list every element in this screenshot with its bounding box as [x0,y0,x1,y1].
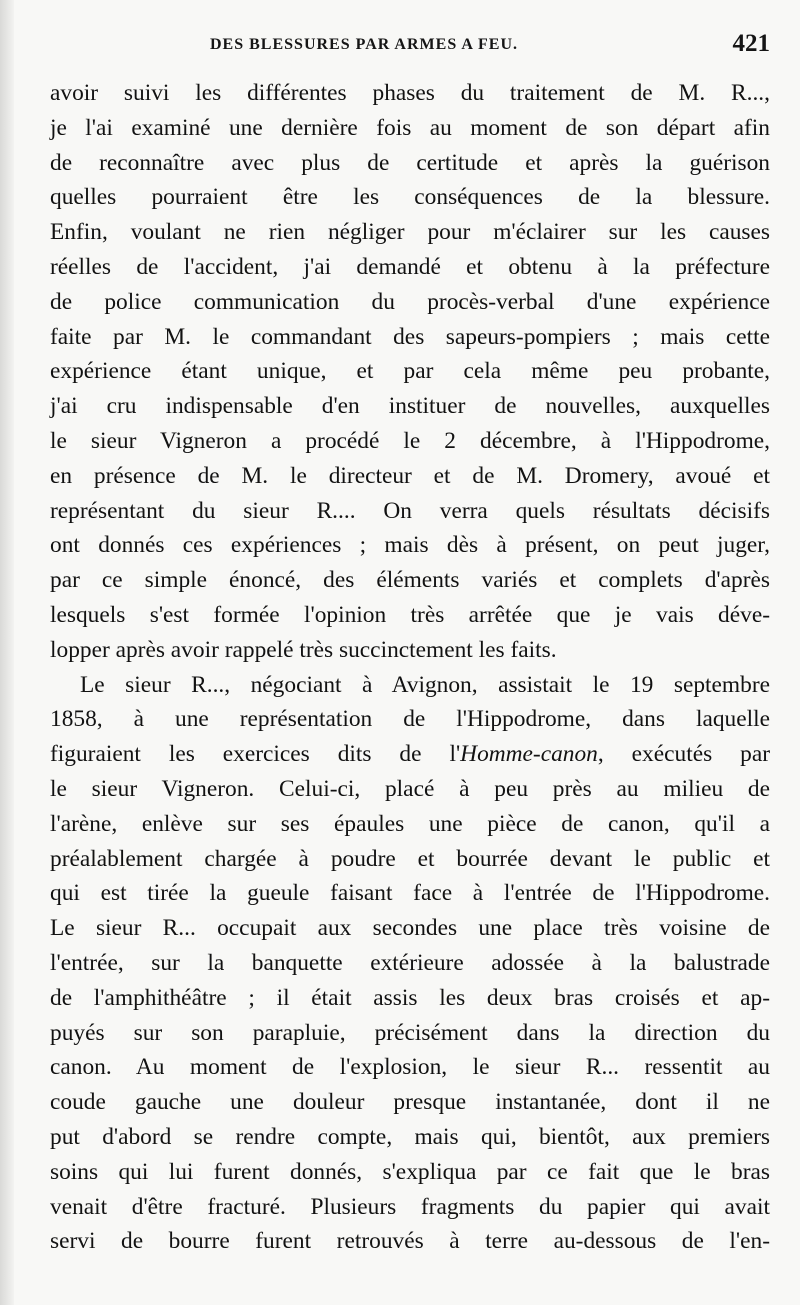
page-header [50,30,770,70]
text-line: put d'abord se rendre compte, mais qui, bientôt, aux premiers [50,1123,770,1150]
text-line: l'arène, enlève sur ses épaules une pièce de canon, qu'il a [50,810,770,837]
text-line: venait d'être fracturé. Plusieurs fragments du papier qui avait [50,1193,770,1220]
italic-term: Homme-canon [460,741,598,768]
text-line: l'entrée, sur la banquette extérieure adossée à la balustrade [50,949,770,976]
running-title: DES BLESSURES PAR ARMES A FEU. [210,36,518,53]
text-line: réelles de l'accident, j'ai demandé et obtenu à la préfecture [50,253,770,280]
text-line: avoir suivi les différentes phases du traitement de M. R..., [50,80,770,106]
text-line: soins qui lui furent donnés, s'expliqua par ce fait que le bras [50,1158,770,1185]
text-run: , exécutés par [597,741,770,768]
text-line: qui est tirée la gueule faisant face à l'entrée de l'Hippodrome. [50,880,770,907]
text-line: de police communication du procès-verbal d'une expérience [50,288,770,315]
text-line: quelles pourraient être les conséquences de la blessure. [50,184,770,211]
body-text [50,76,770,1259]
text-line: en présence de M. le directeur et de M. Dromery, avoué et [50,462,770,489]
text-line: coude gauche une douleur presque instantanée, dont il ne [50,1089,770,1116]
text-line: Le sieur R..., négociant à Avignon, assistait le 19 septembre [80,671,770,698]
text-line: préalablement chargée à poudre et bourrée devant le public et [50,845,770,872]
text-line: lopper après avoir rappelé très succinctement les faits. [50,636,557,663]
text-line: ont donnés ces expériences ; mais dès à présent, on peut juger, [50,532,770,559]
text-line: de reconnaître avec plus de certitude et après la guérison [50,149,770,176]
page-number: 421 [732,30,770,57]
text-line: 1858, à une représentation de l'Hippodrome, dans laquelle [50,706,770,733]
text-line-mixed [50,737,770,772]
text-line: Enfin, voulant ne rien négliger pour m'éclairer sur les causes [50,219,770,246]
text-line: par ce simple énoncé, des éléments variés et complets d'après [50,567,770,594]
text-line: Le sieur R... occupait aux secondes une place très voisine de [50,915,770,942]
text-line: puyés sur son parapluie, précisément dans la direction du [50,1019,770,1046]
text-run: figuraient les exercices dits de l' [50,741,461,768]
text-line: je l'ai examiné une dernière fois au moment de son départ afin [50,114,770,141]
text-line: de l'amphithéâtre ; il était assis les deux bras croisés et ap- [50,984,770,1011]
text-line: canon. Au moment de l'explosion, le sieur R... ressentit au [50,1054,770,1081]
text-line: lesquels s'est formée l'opinion très arrêtée que je vais déve- [50,601,770,628]
text-line: le sieur Vigneron a procédé le 2 décembre, à l'Hippodrome, [50,427,770,454]
text-line: j'ai cru indispensable d'en instituer de nouvelles, auxquelles [50,393,770,420]
text-line: expérience étant unique, et par cela même peu probante, [50,358,770,385]
text-line: représentant du sieur R.... On verra quels résultats décisifs [50,497,770,524]
page-edge-shadow [0,0,14,1305]
text-line: le sieur Vigneron. Celui-ci, placé à peu près au milieu de [50,775,770,802]
text-line: servi de bourre furent retrouvés à terre au-dessous de l'en- [50,1228,770,1255]
text-line: faite par M. le commandant des sapeurs-pompiers ; mais cette [50,323,770,350]
